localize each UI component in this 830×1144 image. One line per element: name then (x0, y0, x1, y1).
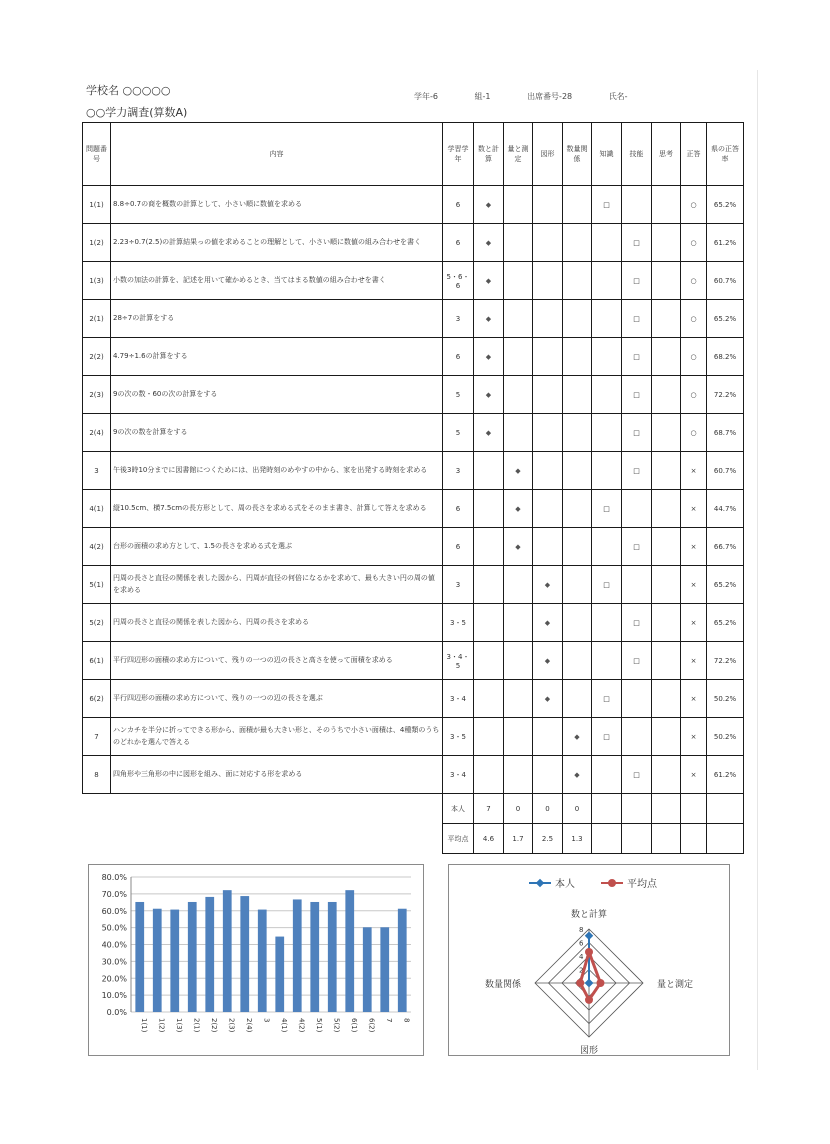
bar (240, 896, 249, 1012)
radar-tick-label: 8 (579, 926, 584, 934)
pref-rate: 72.2% (707, 376, 744, 414)
correct-mark: ○ (681, 186, 707, 224)
table-row (83, 566, 744, 604)
table-row (83, 490, 744, 528)
problem-content: 平行四辺形の面積の求め方について、残りの一つの辺の長さを選ぶ (111, 680, 443, 718)
problem-content: 9の次の数を計算をする (111, 414, 443, 452)
bar-chart (89, 865, 423, 1055)
grade-level: 3・4 (443, 680, 474, 718)
x-tick-label: 8 (402, 1018, 411, 1023)
grade-level: 3 (443, 300, 474, 338)
table-row (83, 186, 744, 224)
problem-number: 2(3) (83, 376, 111, 414)
problem-number: 2(4) (83, 414, 111, 452)
x-tick-label: 1(3) (174, 1018, 183, 1033)
problem-content: 9の次の数・60の次の計算をする (111, 376, 443, 414)
bar (398, 909, 407, 1012)
grade-label: 学年-6 (414, 92, 438, 101)
skill-mark: □ (622, 642, 652, 680)
domain-mark: ◆ (504, 490, 533, 528)
student-name-label: 氏名- (608, 92, 628, 101)
domain-mark: ◆ (474, 414, 504, 452)
summary-avg-value: 2.5 (533, 824, 563, 854)
header-measurement: 量と測定 (504, 123, 533, 186)
table-row (83, 604, 744, 642)
bar (188, 902, 197, 1012)
bar (258, 910, 267, 1012)
radar-point (585, 979, 593, 987)
x-tick-label: 6(1) (349, 1018, 358, 1033)
header-content: 内容 (111, 123, 443, 186)
radar-chart-panel (448, 864, 730, 1056)
x-tick-label: 4(1) (279, 1018, 288, 1033)
summary-avg-value: 1.3 (563, 824, 592, 854)
radar-chart (449, 865, 729, 1055)
header-relations: 数量関係 (563, 123, 592, 186)
correct-mark: × (681, 604, 707, 642)
correct-mark: × (681, 528, 707, 566)
grade-level: 3・4 (443, 756, 474, 794)
skill-mark: □ (592, 186, 622, 224)
grade-level: 6 (443, 528, 474, 566)
summary-avg-value: 1.7 (504, 824, 533, 854)
pref-rate: 68.2% (707, 338, 744, 376)
problem-content: 8.8÷0.7の商を概数の計算として、小さい順に数値を求める (111, 186, 443, 224)
header-knowledge: 知識 (592, 123, 622, 186)
class-label: 組-1 (474, 92, 491, 101)
grade-level: 3 (443, 452, 474, 490)
skill-mark: □ (622, 300, 652, 338)
grade-level: 5 (443, 414, 474, 452)
summary-self-label: 本人 (443, 794, 474, 824)
radar-axis-label: 図形 (579, 1046, 599, 1055)
test-title: ○○学力調査(算数A) (86, 106, 188, 119)
problem-number: 4(1) (83, 490, 111, 528)
grade-level: 5 (443, 376, 474, 414)
legend-label: 平均点 (627, 879, 657, 890)
y-tick-label: 60.0% (101, 906, 127, 916)
x-tick-label: 7 (384, 1018, 393, 1023)
radar-tick-label: 6 (579, 939, 584, 948)
grade-level: 3・5 (443, 604, 474, 642)
x-tick-label: 2(1) (192, 1018, 201, 1033)
summary-self-value: 0 (563, 794, 592, 824)
grade-level: 5・6・6 (443, 262, 474, 300)
problem-content: 4.79÷1.6の計算をする (111, 338, 443, 376)
problem-content: 28÷7の計算をする (111, 300, 443, 338)
problem-number: 2(1) (83, 300, 111, 338)
grade-level: 6 (443, 338, 474, 376)
header-skill: 技能 (622, 123, 652, 186)
domain-mark: ◆ (474, 376, 504, 414)
radar-axis-label: 数と計算 (570, 910, 608, 920)
domain-mark: ◆ (504, 452, 533, 490)
radar-point (585, 932, 593, 940)
header-correct: 正答 (681, 123, 707, 186)
table-row (83, 262, 744, 300)
x-tick-label: 2(3) (227, 1018, 236, 1033)
correct-mark: × (681, 566, 707, 604)
bar (205, 897, 214, 1012)
problem-number: 3 (83, 452, 111, 490)
domain-mark: ◆ (533, 566, 563, 604)
skill-mark: □ (622, 756, 652, 794)
table-row (83, 414, 744, 452)
x-tick-label: 1(2) (157, 1018, 166, 1033)
table-row (83, 680, 744, 718)
correct-mark: ○ (681, 262, 707, 300)
problem-content: 円周の長さと直径の関係を表した図から、円周の長さを求める (111, 604, 443, 642)
table-header-row (83, 123, 744, 186)
y-tick-label: 0.0% (106, 1008, 127, 1017)
skill-mark: □ (592, 680, 622, 718)
table-row (83, 300, 744, 338)
seat-number-label: 出席番号-28 (527, 92, 573, 101)
table-row (83, 718, 744, 756)
domain-mark: ◆ (474, 224, 504, 262)
student-meta (414, 91, 662, 102)
bar (380, 927, 389, 1012)
table-row (83, 756, 744, 794)
skill-mark: □ (592, 490, 622, 528)
pref-rate: 65.2% (707, 186, 744, 224)
problem-content: 縦10.5cm、横7.5cmの長方形として、周の長さを求める式をそのまま書き、計算して答えを求める (111, 490, 443, 528)
correct-mark: × (681, 452, 707, 490)
y-tick-label: 80.0% (101, 873, 127, 882)
pref-rate: 61.2% (707, 224, 744, 262)
problem-content: 2.23÷0.7(2.5)の計算結果っの値を求めることの理解として、小さい順に数値の組み合わせを書く (111, 224, 443, 262)
problem-number: 7 (83, 718, 111, 756)
radar-tick-label: 4 (579, 953, 584, 961)
correct-mark: ○ (681, 300, 707, 338)
domain-mark: ◆ (563, 718, 592, 756)
pref-rate: 50.2% (707, 718, 744, 756)
pref-rate: 65.2% (707, 566, 744, 604)
bar (170, 910, 179, 1012)
x-tick-label: 2(2) (209, 1018, 218, 1033)
bar (223, 890, 232, 1012)
problem-content: 午後3時10分までに図書館につくためには、出発時刻のめやすの中から、家を出発する時刻を求める (111, 452, 443, 490)
grade-level: 3・5 (443, 718, 474, 756)
header-geometry: 図形 (533, 123, 563, 186)
legend-marker (608, 879, 616, 887)
header-problem-number: 問題番号 (83, 123, 111, 186)
domain-mark: ◆ (533, 680, 563, 718)
radar-point (576, 979, 584, 987)
bar (345, 890, 354, 1012)
y-tick-label: 10.0% (101, 991, 127, 1001)
skill-mark: □ (592, 718, 622, 756)
domain-mark: ◆ (533, 642, 563, 680)
skill-mark: □ (622, 224, 652, 262)
problem-number: 1(1) (83, 186, 111, 224)
domain-mark: ◆ (533, 604, 563, 642)
problem-content: 平行四辺形の面積の求め方について、残りの一つの辺の長さと高さを使って面積を求める (111, 642, 443, 680)
y-tick-label: 40.0% (101, 940, 127, 950)
problem-content: 四角形や三角形の中に図形を組み、面に対応する形を求める (111, 756, 443, 794)
correct-mark: ○ (681, 414, 707, 452)
skill-mark: □ (622, 414, 652, 452)
problem-number: 5(2) (83, 604, 111, 642)
problem-content: 台形の面積の求め方として、1.5の長さを求める式を選ぶ (111, 528, 443, 566)
x-tick-label: 2(4) (244, 1018, 253, 1033)
pref-rate: 60.7% (707, 262, 744, 300)
correct-mark: × (681, 642, 707, 680)
page-edge (757, 70, 758, 1070)
domain-mark: ◆ (474, 338, 504, 376)
summary-self-value: 0 (533, 794, 563, 824)
header-grade: 学習学年 (443, 123, 474, 186)
y-tick-label: 70.0% (101, 889, 127, 899)
x-tick-label: 4(2) (297, 1018, 306, 1033)
domain-mark: ◆ (474, 186, 504, 224)
skill-mark: □ (592, 566, 622, 604)
bar-chart-panel (88, 864, 424, 1056)
skill-mark: □ (622, 376, 652, 414)
table-row (83, 642, 744, 680)
header-numbers: 数と計算 (474, 123, 504, 186)
table-body (83, 186, 744, 794)
problem-number: 2(2) (83, 338, 111, 376)
pref-rate: 65.2% (707, 604, 744, 642)
table-row (83, 452, 744, 490)
bar (363, 927, 372, 1012)
summary-self-value: 7 (474, 794, 504, 824)
radar-tick-label: 2 (579, 966, 584, 975)
y-tick-label: 20.0% (101, 974, 127, 984)
bar (293, 899, 302, 1012)
pref-rate: 60.7% (707, 452, 744, 490)
grade-level: 6 (443, 490, 474, 528)
grade-level: 3・4・5 (443, 642, 474, 680)
bar (135, 902, 144, 1012)
legend-label: 本人 (555, 879, 575, 890)
summary-row-self (83, 794, 744, 824)
radar-point (585, 996, 593, 1004)
problem-content: 円周の長さと直径の関係を表した図から、円周が直径の何倍になるかを求めて、最も大きい円の周の値を求める (111, 566, 443, 604)
skill-mark: □ (622, 452, 652, 490)
problem-number: 1(3) (83, 262, 111, 300)
x-tick-label: 3 (262, 1018, 271, 1023)
bar (328, 902, 337, 1012)
table-row (83, 338, 744, 376)
table-row (83, 528, 744, 566)
pref-rate: 72.2% (707, 642, 744, 680)
bar (153, 909, 162, 1012)
pref-rate: 44.7% (707, 490, 744, 528)
domain-mark: ◆ (563, 756, 592, 794)
domain-mark: ◆ (474, 262, 504, 300)
table-row (83, 376, 744, 414)
header-thinking: 思考 (652, 123, 681, 186)
skill-mark: □ (622, 262, 652, 300)
grade-level: 3 (443, 566, 474, 604)
skill-mark: □ (622, 338, 652, 376)
correct-mark: × (681, 756, 707, 794)
pref-rate: 68.7% (707, 414, 744, 452)
grade-level: 6 (443, 224, 474, 262)
pref-rate: 66.7% (707, 528, 744, 566)
grade-level: 6 (443, 186, 474, 224)
domain-mark: ◆ (504, 528, 533, 566)
pref-rate: 61.2% (707, 756, 744, 794)
pref-rate: 50.2% (707, 680, 744, 718)
correct-mark: × (681, 490, 707, 528)
problem-number: 6(2) (83, 680, 111, 718)
summary-self-value: 0 (504, 794, 533, 824)
correct-mark: ○ (681, 338, 707, 376)
summary-row-average (83, 824, 744, 854)
x-tick-label: 6(2) (367, 1018, 376, 1033)
correct-mark: × (681, 718, 707, 756)
problem-number: 1(2) (83, 224, 111, 262)
skill-mark: □ (622, 528, 652, 566)
bar (275, 937, 284, 1012)
correct-mark: × (681, 680, 707, 718)
problem-number: 5(1) (83, 566, 111, 604)
problem-content: 小数の加法の計算を、記述を用いて確かめるとき、当てはまる数値の組み合わせを書く (111, 262, 443, 300)
problem-number: 6(1) (83, 642, 111, 680)
x-tick-label: 5(1) (314, 1018, 323, 1033)
y-tick-label: 30.0% (101, 957, 127, 967)
y-tick-label: 50.0% (101, 923, 127, 933)
summary-avg-value: 4.6 (474, 824, 504, 854)
bar (310, 902, 319, 1012)
score-table (82, 122, 744, 854)
domain-mark: ◆ (474, 300, 504, 338)
summary-avg-label: 平均点 (443, 824, 474, 854)
legend-marker (536, 879, 544, 887)
problem-content: ハンカチを半分に折ってできる形から、面積が最も大きい形と、そのうちで小さい面積は、4種類のうちのどれかを選んで答える (111, 718, 443, 756)
header-pref-rate: 県の正答率 (707, 123, 744, 186)
radar-legend (529, 877, 658, 890)
radar-axis-label: 量と測定 (657, 980, 694, 990)
x-tick-label: 1(1) (139, 1018, 148, 1033)
radar-point (596, 979, 604, 987)
skill-mark: □ (622, 604, 652, 642)
correct-mark: ○ (681, 224, 707, 262)
school-name: 学校名 ○○○○○ (86, 84, 171, 97)
radar-point (585, 948, 593, 956)
table-row (83, 224, 744, 262)
radar-axis-label: 数量関係 (484, 980, 521, 990)
x-tick-label: 5(2) (332, 1018, 341, 1033)
problem-number: 4(2) (83, 528, 111, 566)
correct-mark: ○ (681, 376, 707, 414)
pref-rate: 65.2% (707, 300, 744, 338)
problem-number: 8 (83, 756, 111, 794)
